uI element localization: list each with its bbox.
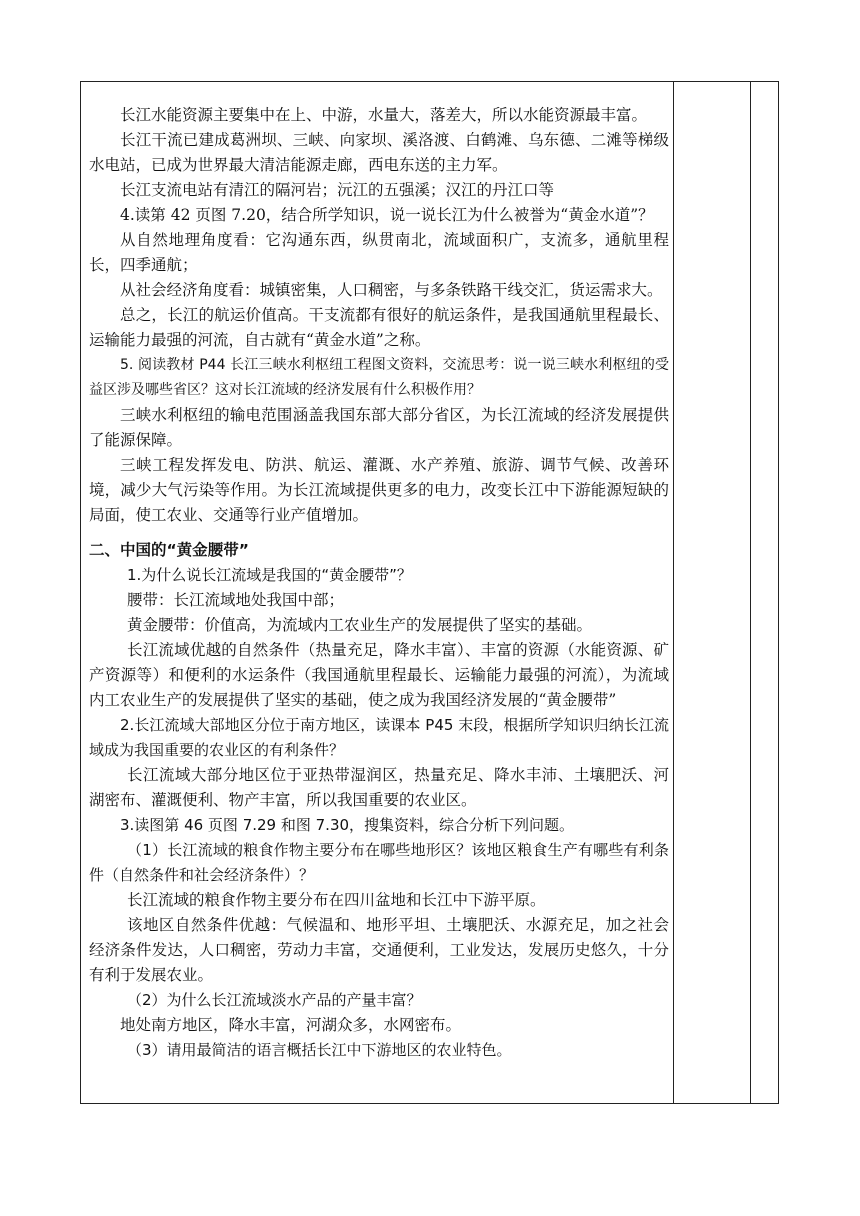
section-heading: 二、中国的“黄金腰带” — [89, 541, 249, 559]
paragraph: 该地区自然条件优越：气候温和、地形平坦、土壤肥沃、水源充足，加之社会经济条件发达，人口稠密，劳动力丰富，交通便利，工业发达，发展历史悠久，十分有利于发展农业。 — [89, 916, 669, 984]
question-3: 3.读图第 46 页图 7.29 和图 7.30，搜集资料，综合分析下列问题。 — [120, 816, 575, 834]
paragraph: 黄金腰带：价值高，为流域内工农业生产的发展提供了坚实的基础。 — [127, 616, 593, 634]
paragraph: 腰带：长江流域地处我国中部； — [127, 591, 345, 609]
question-2: 2.长江流域大部地区分位于南方地区，读课本 P45 末段，根据所学知识归纳长江流域成为我国重要的农业区的有利条件？ — [89, 716, 669, 759]
sub-question-2: （2）为什么长江流域淡水产品的产量丰富？ — [127, 991, 422, 1009]
paragraph: 长江支流电站有清江的隔河岩；沅江的五强溪；汉江的丹江口等 — [120, 181, 555, 199]
paragraph: 三峡水利枢纽的输电范围涵盖我国东部大部分省区，为长江流域的经济发展提供了能源保障。 — [89, 406, 669, 449]
sub-question-3: （3）请用最简洁的语言概括长江中下游地区的农业特色。 — [127, 1041, 512, 1059]
main-content-cell — [81, 82, 673, 1103]
paragraph: 从自然地理角度看：它沟通东西，纵贯南北，流域面积广，支流多，通航里程长，四季通航； — [89, 231, 669, 274]
paragraph: 长江干流已建成葛洲坝、三峡、向家坝、溪洛渡、白鹤滩、乌东德、二滩等梯级水电站，已成为世界最大清洁能源走廊，西电东送的主力军。 — [89, 131, 669, 174]
question-4: 4.读第 42 页图 7.20，结合所学知识，说一说长江为什么被誉为“黄金水道”？ — [120, 206, 654, 224]
right-blank-cell — [751, 82, 780, 1103]
paragraph: 从社会经济角度看：城镇密集，人口稠密，与多条铁路干线交汇，货运需求大。 — [120, 281, 663, 299]
paragraph: 长江流域大部分地区位于亚热带湿润区，热量充足、降水丰沛、土壤肥沃、河湖密布、灌溉便利、物产丰富，所以我国重要的农业区。 — [89, 766, 669, 809]
paragraph: 三峡工程发挥发电、防洪、航运、灌溉、水产养殖、旅游、调节气候、改善环境，减少大气污染等作用。为长江流域提供更多的电力，改变长江中下游能源短缺的局面，使工农业、交通等行业产值增加。 — [89, 456, 669, 524]
question-1: 1.为什么说长江流域是我国的“黄金腰带”？ — [127, 566, 412, 584]
content-body — [89, 103, 669, 1063]
paragraph: 长江流域优越的自然条件（热量充足，降水丰富）、丰富的资源（水能资源、矿产资源等）和便利的水运条件（我国通航里程最长、运输能力最强的河流），为流域内工农业生产的发展提供了坚实的基础，使之成为我国经济发展的“黄金腰带” — [89, 641, 669, 709]
paragraph: 长江水能资源主要集中在上、中游，水量大，落差大，所以水能资源最丰富。 — [120, 106, 648, 124]
sub-question-1: （1）长江流域的粮食作物主要分布在哪些地形区？该地区粮食生产有哪些有利条件（自然条件和社会经济条件）？ — [89, 841, 669, 884]
paragraph: 总之，长江的航运价值高。干支流都有很好的航运条件，是我国通航里程最长、运输能力最强的河流，自古就有“黄金水道”之称。 — [89, 306, 669, 349]
question-5: 5. 阅读教材 P44 长江三峡水利枢纽工程图文资料，交流思考：说一说三峡水利枢纽的受益区涉及哪些省区？这对长江流域的经济发展有什么积极作用？ — [89, 357, 669, 398]
notes-cell — [674, 82, 750, 1103]
document-table — [80, 81, 779, 1104]
spacer — [89, 528, 669, 538]
paragraph: 地处南方地区，降水丰富，河湖众多，水网密布。 — [120, 1016, 462, 1034]
paragraph: 长江流域的粮食作物主要分布在四川盆地和长江中下游平原。 — [127, 891, 546, 909]
